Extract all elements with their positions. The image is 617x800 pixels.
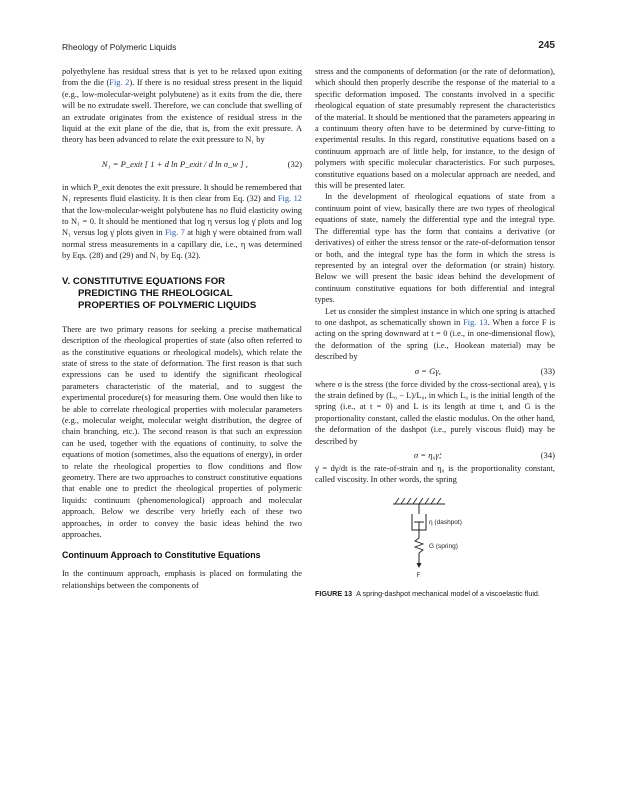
dashpot-label: η (dashpot) (429, 518, 462, 526)
equation-expression: σ = Gγ, (414, 365, 441, 376)
left-column (62, 66, 302, 591)
paragraph: in which P_exit denotes the exit pressure. It should be remembered that N₁ represents fluid elasticity. It is then clear from Eq. (32) and Fig. 12 that the low-molecular-weight polybutene has no fluid elasticity owing to N₁ = 0. It should be mentioned that log η versus log γ̇ plots and log N₁ versus log γ̇ plots given in Fig. 7 at high γ̇ were obtained from wall normal stress measurements in a capillary die, i.e., η was determined by Eqs. (28) and (29) and N₁ by Eq. (32). (62, 182, 302, 261)
figure-link[interactable]: Fig. 13 (463, 317, 488, 327)
equation-number: (33) (540, 365, 555, 376)
paragraph: There are two primary reasons for seeking a precise mathematical description of the rheological properties of state (also often referred to as the constitutive equations or rheological models), which relate the state of stress to the state of deformation. The first reason is that such expressions can be used to identify the significant rheological parameters characteristic of the material, and to suggest the experimental procedure(s) for measuring them. One would then like to be able to correlate rheological properties with molecular parameters (e.g., molecular weight, molecular weight distribution, the degree of chain branching, etc.). The second reason is that such an expression can be used, together with the equations of continuity, to solve the equations of motion (sometimes, also the equations of energy), in order to relate the rheological properties to flow conditions and flow geometry. There are two approaches to construct constitutive equations that enable one to predict the rheological properties of polymeric liquids: continuum (phenomenological) approach and molecular approach. Below we describe very briefly each of these two approaches, in order to convey the basic ideas behind the two approaches. (62, 324, 302, 539)
right-column (315, 66, 555, 598)
ceiling-hatch (395, 498, 441, 504)
paragraph: γ̇ = dγ/dt is the rate-of-strain and η₀ is the proportionality constant, called viscosity. In other words, the spring (315, 464, 555, 485)
force-arrow-head (417, 563, 422, 568)
spring-label: G (spring) (429, 542, 458, 550)
paragraph: where σ is the stress (the force divided by the cross-sectional area), γ is the strain defined by (L₀ − L)/L₀, in which L₀ is the initial length of the spring (i.e., at t = 0) and L is its length at time t, and G is the proportionality constant, called the elastic modulus. On the other hand, the deformation of the dashpot (i.e., purely viscous fluid) may be described by (315, 379, 555, 446)
paragraph: In the continuum approach, emphasis is placed on formulating the relationships between the components of (62, 569, 302, 590)
equation-33 (315, 366, 555, 376)
spring-coil (415, 538, 423, 553)
equation-number: (32) (287, 158, 302, 169)
figure-13 (315, 494, 555, 598)
equation-34 (315, 450, 555, 460)
paragraph: stress and the components of deformation (or the rate of deformation), which should then properly describe the response of the material to a specific deformation imposed. The constants involved in a specific rheological equation of state presumably represent the characteristics of the material. It should be mentioned that the parameters appearing in a continuum theory often have to be determined by curve-fitting to experimental results. In this regard, constitutive equations based on a continuum approach are of little help, for instance, to the design of polymers with specific molecular characteristics. For such purposes, constitutive equations based on a molecular approach are needed, and this will be presented later. (315, 67, 555, 191)
equation-expression: σ = η₀γ̇; (413, 450, 442, 460)
force-label: F (416, 572, 421, 579)
equation-32 (62, 149, 302, 179)
figure-caption: FIGURE 13 A spring-dashpot mechanical model of a viscoelastic fluid. (315, 588, 540, 598)
equation-expression: N₁ = P_exit [ 1 + d ln P_exit / d ln σ_w ] , (101, 158, 248, 169)
figure-link[interactable]: Fig. 12 (277, 194, 302, 204)
paragraph: polyethylene has residual stress that is yet to be relaxed upon exiting from the die (Fig. 2). If there is no residual stress present in the liquid (e.g., low-molecular-weight polybutene) as it exits from the die, there will be no extrudate swell. Therefore, we can conclude that swelling of an extrudate originates from the existence of residual stress in the liquid at the exit plane of the die, that is, from the exit pressure. A theory has been advanced to relate the exit pressure to N₁ by (62, 67, 302, 145)
section-heading: V. CONSTITUTIVE EQUATIONS FOR PREDICTING THE RHEOLOGICAL PROPERTIES OF POLYMERIC LIQUIDS (62, 275, 257, 311)
equation-number: (34) (540, 450, 555, 460)
spring-dashpot-diagram (315, 494, 555, 580)
figure-link[interactable]: Fig. 7 (164, 228, 185, 238)
page-number: 245 (538, 40, 555, 51)
paragraph: In the development of rheological equations of state from a continuum point of view, basically there are two types of rheological equations of state, namely the differential type and the integral type. The differential type has the form that contains a derivative (or derivatives) of either the stress tensor or the rate-of-deformation tensor or both, and the integral type has the form in which the stress is represented by an integral over the deformation (or strain) history. Below we will present the basic ideas behind the development of continuum constitutive equations for both differential and integral types. (315, 192, 555, 305)
running-title: Rheology of Polymeric Liquids (62, 42, 177, 52)
figure-link[interactable]: Fig. 2 (109, 78, 130, 88)
paragraph: Let us consider the simplest instance in which one spring is attached to one dashpot, as schematically shown in Fig. 13. When a force F is acting on the spring downward at t = 0 (i.e., in one-dimensional flow), the deformation of the spring (i.e., Hookean material) may be described by (315, 306, 555, 362)
subsection-heading: Continuum Approach to Constitutive Equations (62, 550, 261, 561)
